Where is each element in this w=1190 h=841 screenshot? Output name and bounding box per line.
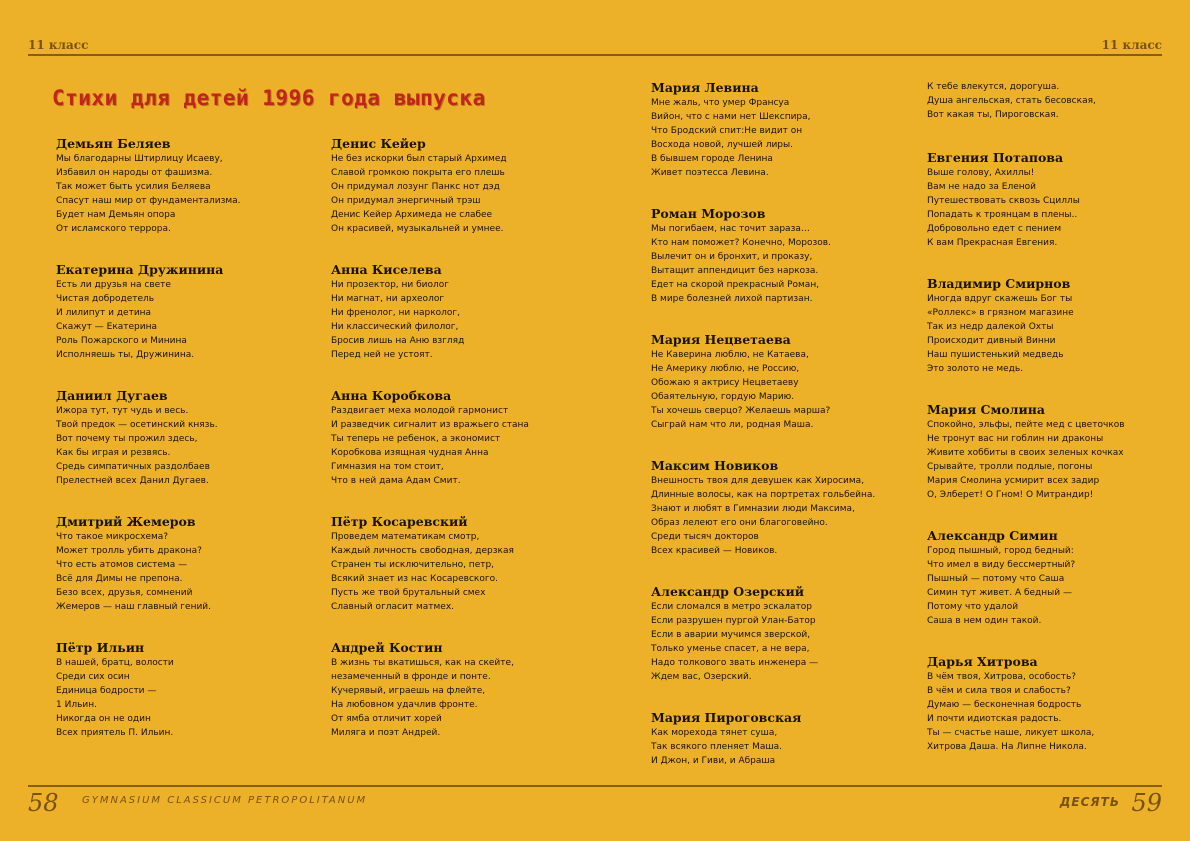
poem-line: Бросив лишь на Аню взгляд [331, 336, 465, 346]
poem-line: Гимназия на том стоит, [331, 462, 444, 472]
poem-line: Саша в нем один такой. [927, 616, 1042, 626]
poem-line: Если в аварии мучимся зверской, [651, 630, 811, 640]
poem-line: Потому что удалой [927, 602, 1019, 612]
poem-line: Каждый личность свободная, дерзкая [331, 546, 514, 556]
poem-line: Твой предок — осетинский князь. [56, 420, 218, 430]
poem-author: Анна Коробкова [331, 388, 452, 403]
poem-line: Происходит дивный Винни [927, 336, 1056, 346]
poem-line: Обаятельную, гордую Марию. [651, 392, 795, 402]
poem-line: В жизнь ты вкатишься, как на скейте, [331, 658, 514, 668]
poem-line: Миляга и поэт Андрей. [331, 728, 441, 738]
poem-line: Всех красивей — Новиков. [651, 546, 778, 556]
poem-line: Всё для Димы не препона. [56, 574, 183, 584]
poem-line: О, Элберет! О Гном! О Митрандир! [927, 490, 1094, 500]
poem-line: Попадать к троянцам в плены.. [927, 210, 1078, 220]
poem-line: В нашей, братц, волости [56, 658, 174, 668]
poem-line: Что есть атомов система — [56, 560, 188, 570]
poem-line: Есть ли друзья на свете [56, 280, 171, 290]
poem-author: Даниил Дугаев [56, 388, 168, 403]
poem-block [651, 710, 801, 768]
poem-block [651, 80, 811, 180]
poem-line: Никогда он не один [56, 714, 151, 724]
poem-block [651, 458, 875, 558]
poem-line: Он придумал лозунг Панкс нот дэд [331, 182, 500, 192]
poem-line: И Джон, и Гиви, и Абраша [651, 756, 776, 766]
poem-author: Дарья Хитрова [927, 654, 1038, 669]
poem-line: Внешность твоя для девушек как Хиросима, [651, 476, 865, 486]
poem-line: Вылечит он и бронхит, и проказу, [651, 252, 813, 262]
poem-line: Образ лелеют его они благоговейно. [651, 518, 828, 528]
poem-line: Путешествовать сквозь Сциллы [927, 196, 1080, 206]
poem-block [927, 654, 1094, 754]
poem-line: Кучерявый, играешь на флейте, [331, 686, 486, 696]
poem-line: Мне жаль, что умер Франсуа [651, 98, 790, 108]
poem-line: Что Бродский спит:Не видит он [651, 126, 803, 136]
poem-line: К вам Прекрасная Евгения. [927, 238, 1058, 248]
poem-line: Не Каверина люблю, не Катаева, [651, 350, 809, 360]
poem-block [927, 276, 1074, 376]
poem-line: Избавил он народы от фашизма. [56, 168, 213, 178]
page-title: Стихи для детей 1996 года выпуска [52, 86, 486, 110]
bottom-divider [28, 785, 1162, 787]
poem-block [651, 584, 818, 684]
poem-line: Среди сих осин [56, 672, 130, 682]
poem-line: Срывайте, тролли подлые, погоны [927, 462, 1093, 472]
poem-author: Мария Левина [651, 80, 759, 95]
poem-line: Славный огласит матмех. [331, 602, 455, 612]
poem-line: Ждем вас, Озерский. [651, 672, 752, 682]
poem-line: Знают и любят в Гимназии люди Максима, [651, 504, 855, 514]
poem-line: В чём твоя, Хитрова, особость? [927, 672, 1077, 682]
poem-author: Мария Пироговская [651, 710, 802, 725]
poem-line: Душа ангельская, стать бесовская, [927, 96, 1096, 106]
poem-line: Он красивей, музыкальней и умнее. [331, 224, 504, 234]
poem-line: Как бы играя и резвясь. [56, 448, 171, 458]
poem-line: Вот какая ты, Пироговская. [927, 110, 1059, 120]
poem-line: Роль Пожарского и Минина [56, 336, 187, 346]
poem-block [927, 150, 1080, 250]
poem-line: Добровольно едет с пением [927, 224, 1062, 234]
poem-block [56, 262, 223, 362]
poem-line: Вот почему ты прожил здесь, [56, 434, 198, 444]
poem-line: Ни френолог, ни нарколог, [331, 308, 461, 318]
poem-line: Кто нам поможет? Конечно, Морозов. [651, 238, 831, 248]
poem-block [651, 332, 830, 432]
poem-author: Пётр Косаревский [331, 514, 468, 529]
poem-line: Вам не надо за Еленой [927, 182, 1036, 192]
poem-line: Ни прозектор, ни биолог [331, 280, 450, 290]
poem-block [927, 402, 1125, 502]
poem-line: Будет нам Демьян опора [56, 210, 176, 220]
poem-block [331, 514, 514, 614]
poem-author: Владимир Смирнов [927, 276, 1071, 291]
poem-line: И лилипут и детина [56, 308, 152, 318]
poem-line: В мире болезней лихой партизан. [651, 294, 813, 304]
poem-line: Так всякого пленяет Маша. [651, 742, 783, 752]
poem-line: Иногда вдруг скажешь Бог ты [927, 294, 1073, 304]
poem-line: Скажут — Екатерина [56, 322, 158, 332]
poem-line: Только уменье спасет, а не вера, [651, 644, 810, 654]
poem-column [651, 0, 911, 766]
poem-line: Надо толкового звать инженера — [651, 658, 819, 668]
poem-author: Пётр Ильин [56, 640, 145, 655]
poem-line: 1 Ильин. [56, 700, 97, 710]
poem-column [331, 0, 591, 760]
poem-line: Живите хоббиты в своих зеленых кочках [927, 448, 1124, 458]
poem-line: И почти идиотская радость. [927, 714, 1062, 724]
poem-line: Если разрушен пургой Улан-Батор [651, 616, 816, 626]
poem-line: Славой громкою покрыта его плешь [331, 168, 505, 178]
poem-line: Симин тут живет. А бедный — [927, 588, 1072, 598]
poem-line: Ижора тут, тут чудь и весь. [56, 406, 189, 416]
poem-author: Евгения Потапова [927, 150, 1064, 165]
poem-line: Он придумал энергичный трэш [331, 196, 481, 206]
poem-line: Что такое микросхема? [56, 532, 169, 542]
poem-line: Живет поэтесса Левина. [651, 168, 769, 178]
poem-line: Мария Смолина усмирит всех задир [927, 476, 1100, 486]
poem-column [927, 0, 1187, 760]
poem-line: Восхода новой, лучшей лиры. [651, 140, 793, 150]
poem-line: Не Америку люблю, не Россию, [651, 364, 800, 374]
poem-line: Единица бодрости — [56, 686, 157, 696]
poem-line: Длинные волосы, как на портретах гольбейна. [651, 490, 876, 500]
page-number-right: 59 [1131, 789, 1162, 817]
poem-line: Так может быть усилия Беляева [56, 182, 211, 192]
poem-line: От исламского террора. [56, 224, 171, 234]
poem-line: Ты теперь не ребенок, а экономист [331, 434, 501, 444]
poem-line: Что в ней дама Адам Смит. [331, 476, 461, 486]
poem-line: В бывшем городе Ленина [651, 154, 773, 164]
poem-line: Всех приятель П. Ильин. [56, 728, 174, 738]
poem-line: Ты — счастье наше, ликует школа, [927, 728, 1095, 738]
poem-line: Среди тысяч докторов [651, 532, 759, 542]
poem-line: Ты хочешь сверцо? Желаешь марша? [651, 406, 831, 416]
poem-line: Как мореходa тянет суша, [651, 728, 778, 738]
poem-column [56, 0, 316, 760]
poem-author: Роман Морозов [651, 206, 766, 221]
footer-gymnasium-text: GYMNASIUM CLASSICUM PETROPOLITANUM [82, 795, 368, 806]
poem-line: Перед ней не устоят. [331, 350, 433, 360]
header-right: 11 класс [1101, 38, 1162, 52]
poem-line: Спокойно, эльфы, пейте мед с цветочков [927, 420, 1125, 430]
poem-line: Думаю — бесконечная бодрость [927, 700, 1082, 710]
poem-line: Чистая добродетель [56, 294, 155, 304]
poem-line: Пусть же твой брутальный смех [331, 588, 486, 598]
poem-block [927, 80, 1096, 122]
poem-line: Денис Кейер Архимеда не слабее [331, 210, 493, 220]
poem-line: «Роллекс» в грязном магазине [927, 308, 1074, 318]
page-number-left: 58 [28, 789, 59, 817]
poem-line: Хитрова Даша. На Липне Никола. [927, 742, 1087, 752]
poem-line: Так из недр далекой Охты [927, 322, 1054, 332]
poem-author: Анна Киселева [331, 262, 442, 277]
poem-line: Исполняешь ты, Дружинина. [56, 350, 195, 360]
poem-line: Ни магнат, ни археолог [331, 294, 445, 304]
poem-line: Средь симпатичных раздолбаев [56, 462, 210, 472]
poem-line: К тебе влекутся, дорогуша. [927, 82, 1060, 92]
poem-line: Раздвигает меха молодой гармонист [331, 406, 509, 416]
poem-author: Александр Озерский [651, 584, 804, 599]
poem-line: В чём и сила твоя и слабость? [927, 686, 1071, 696]
footer-section-text: ДЕСЯТЬ [1059, 795, 1120, 809]
poem-line: На любовном удачлив фронте. [331, 700, 478, 710]
poem-line: Сыграй нам что ли, родная Маша. [651, 420, 814, 430]
poem-line: Что имел в виду бессмертный? [927, 560, 1076, 570]
poem-line: Странен ты исключительно, петр, [331, 560, 495, 570]
poem-line: Мы погибаем, нас точит зараза… [651, 224, 810, 234]
poem-author: Андрей Костин [331, 640, 443, 655]
poem-author: Денис Кейер [331, 136, 426, 151]
poem-block [651, 206, 831, 306]
poem-line: Вийон, что с нами нет Шекспира, [651, 112, 811, 122]
poem-author: Максим Новиков [651, 458, 779, 473]
poem-line: Ни классический филолог, [331, 322, 459, 332]
poem-author: Мария Нецветаева [651, 332, 791, 347]
poem-line: От ямба отличит хорей [331, 714, 442, 724]
poem-line: Может тролль убить дракона? [56, 546, 202, 556]
poem-line: Вытащит аппендицит без наркоза. [651, 266, 819, 276]
poem-author: Екатерина Дружинина [56, 262, 224, 277]
poem-block [927, 528, 1075, 628]
poem-line: Мы благодарны Штирлицу Исаеву, [56, 154, 223, 164]
poem-block [56, 514, 211, 614]
poem-block [331, 262, 464, 362]
poem-line: Это золото не медь. [927, 364, 1024, 374]
poem-block [56, 136, 241, 236]
poem-author: Мария Смолина [927, 402, 1046, 417]
poem-line: Наш пушистенький медведь [927, 350, 1064, 360]
poem-block [331, 640, 514, 740]
poem-line: Не тронут вас ни гоблин ни драконы [927, 434, 1104, 444]
poem-line: Спасут наш мир от фундаментализма. [56, 196, 241, 206]
poem-author: Дмитрий Жемеров [56, 514, 196, 529]
poem-line: Выше голову, Ахиллы! [927, 168, 1035, 178]
poem-block [331, 388, 529, 488]
poem-author: Александр Симин [927, 528, 1058, 543]
poem-author: Демьян Беляев [56, 136, 171, 151]
poem-line: Коробкова изящная чудная Анна [331, 448, 489, 458]
header-left: 11 класс [28, 38, 89, 52]
poem-line: Безо всех, друзья, сомнений [56, 588, 193, 598]
poem-block [331, 136, 507, 236]
poem-block [56, 388, 218, 488]
poem-line: Обожаю я актрису Нецветаеву [651, 378, 799, 388]
poem-line: Пышный — потому что Саша [927, 574, 1065, 584]
poem-line: И разведчик сигналит из вражьего стана [331, 420, 529, 430]
poem-line: Если сломался в метро эскалатор [651, 602, 812, 612]
poem-line: незамеченный в фронде и понте. [331, 672, 491, 682]
poem-line: Город пышный, город бедный: [927, 546, 1074, 556]
poem-line: Проведем математикам смотр, [331, 532, 480, 542]
poem-line: Жемеров — наш главный гений. [56, 602, 212, 612]
poem-block [56, 640, 174, 740]
poem-line: Прелестней всех Данил Дугаев. [56, 476, 209, 486]
poem-line: Едет на скорой прекрасный Роман, [651, 280, 820, 290]
poem-line: Не без искорки был старый Архимед [331, 154, 507, 164]
poem-line: Всякий знает из нас Косаревского. [331, 574, 498, 584]
